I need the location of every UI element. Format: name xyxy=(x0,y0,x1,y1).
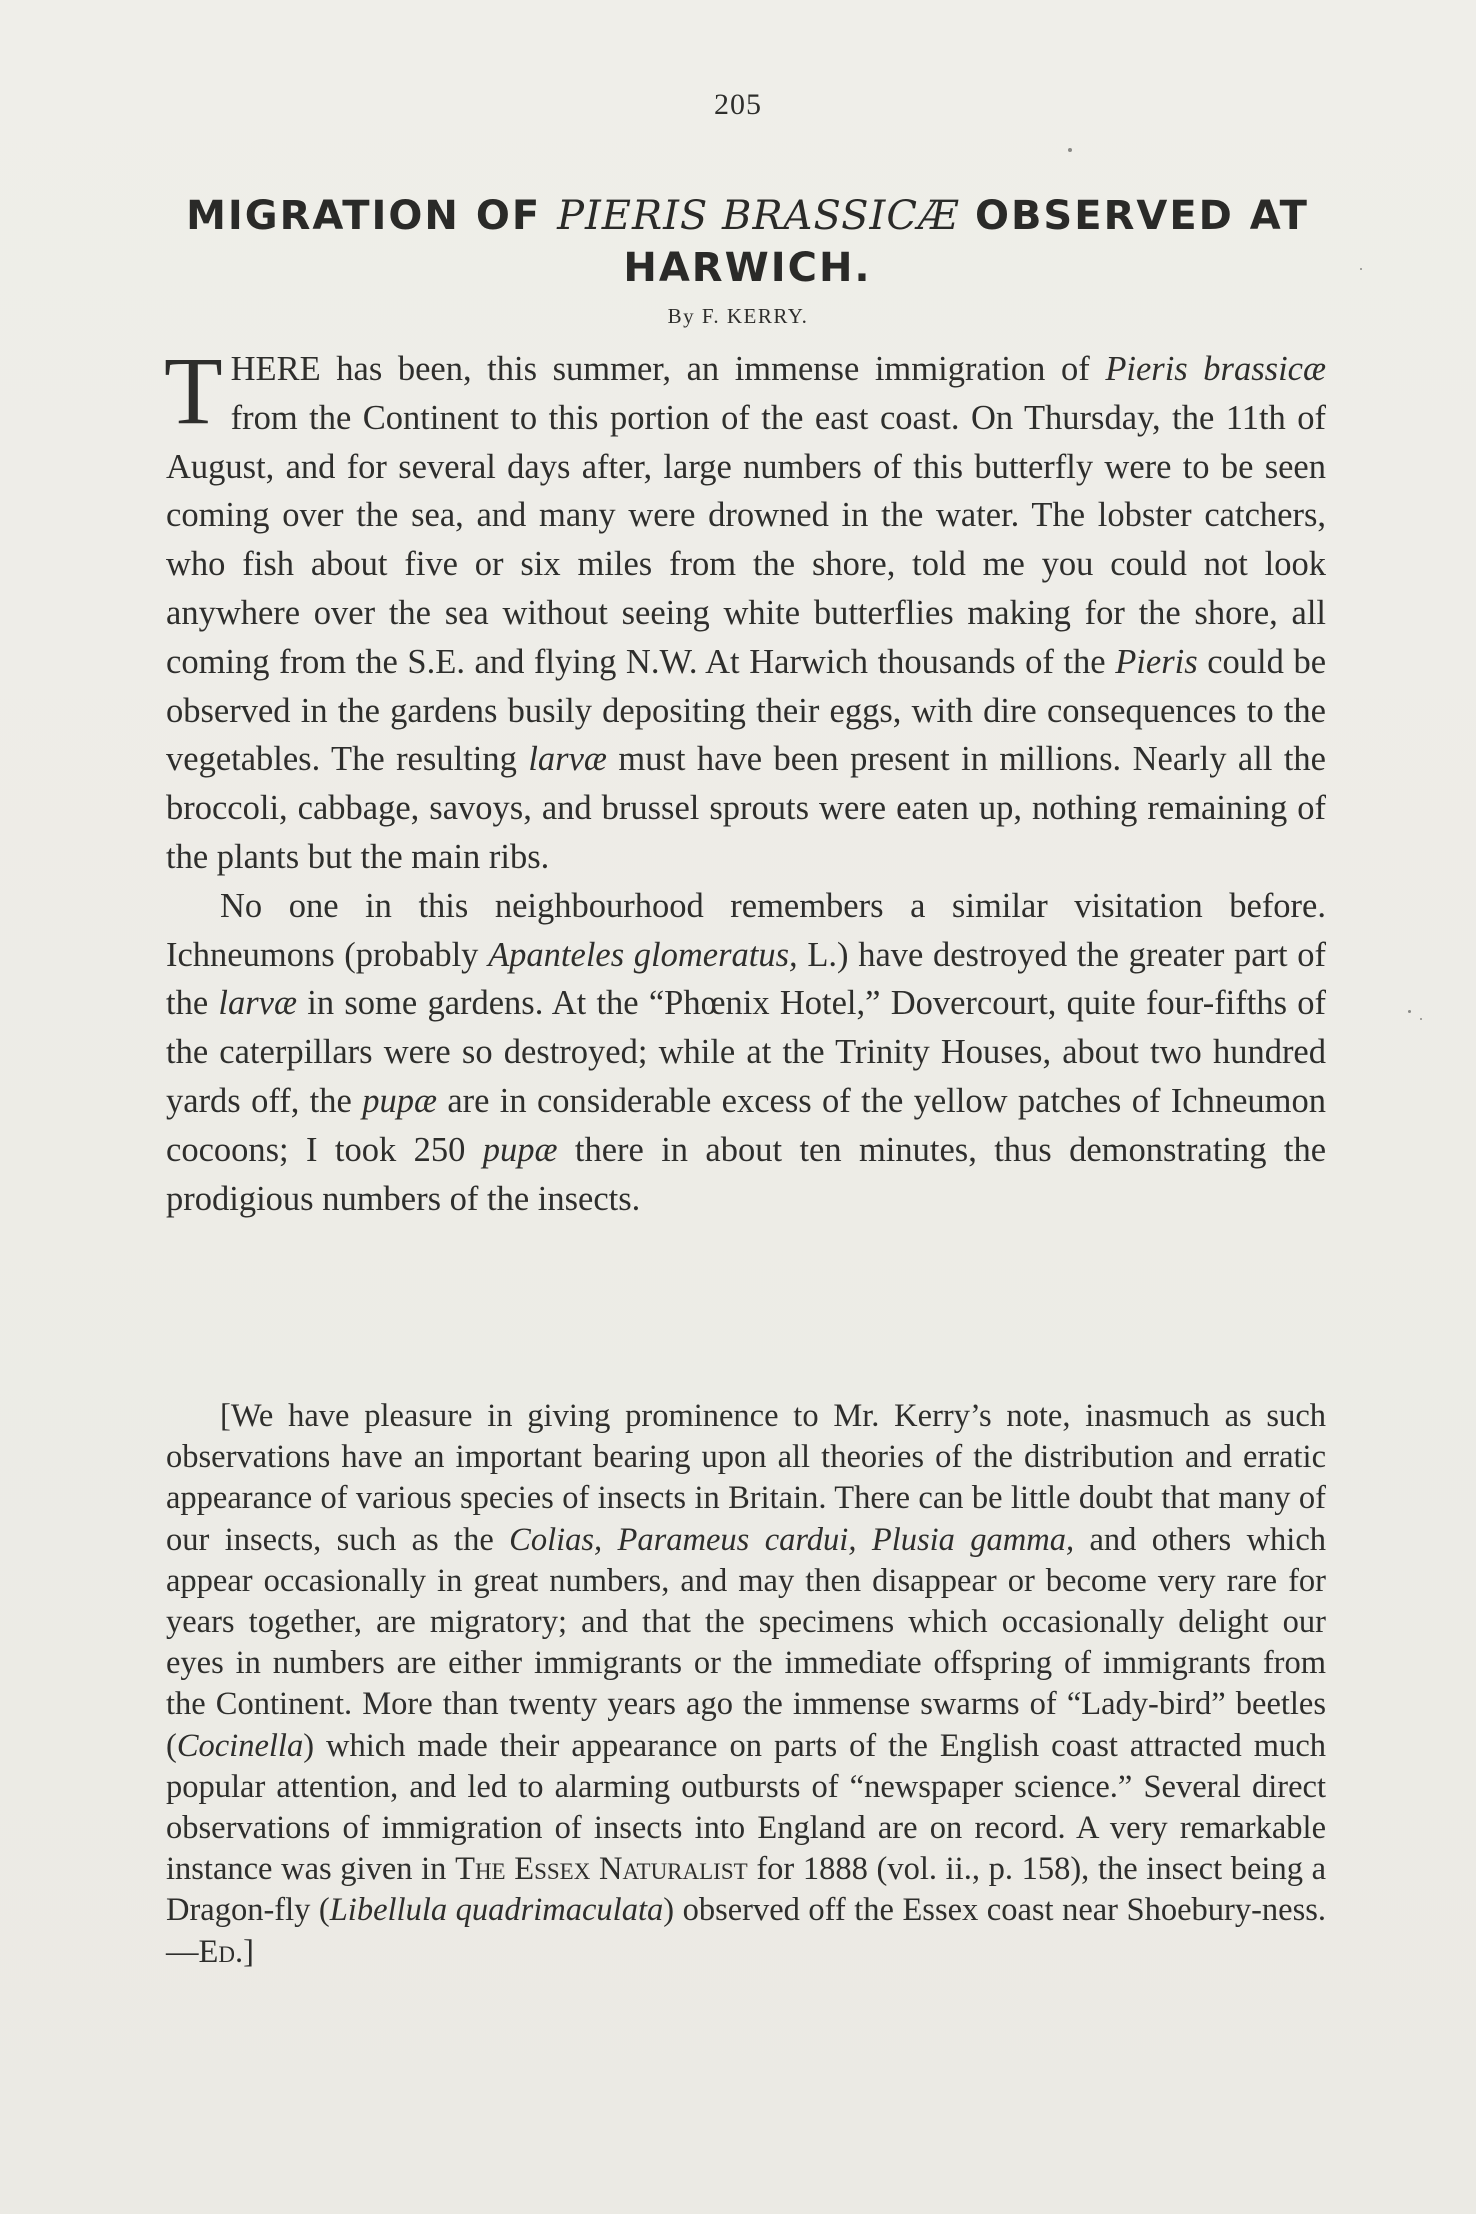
species-name: pupæ xyxy=(482,1130,558,1169)
ink-speck xyxy=(1420,1018,1422,1020)
article-title xyxy=(165,190,1330,294)
byline: By F. KERRY. xyxy=(667,304,809,328)
ink-speck xyxy=(1360,268,1362,270)
page-number: 205 xyxy=(714,88,762,121)
article-body xyxy=(164,337,1327,1223)
paragraph-2-text: are in considerable excess of the yellow patches of Ichneumon cocoons; I took 250 xyxy=(166,1081,1327,1169)
note-text: ) observed off the Essex coast near Shoebury-ness.— xyxy=(166,1892,1327,1970)
note-text: ) which made their appearance on parts of the English coast attracted much popular attention, and led to alarming outbursts of “newspaper science.” Several direct observations of immigration of insects into England are on record. A very remarkable instance was given in xyxy=(166,1727,1326,1888)
species-name: Pieris xyxy=(1115,642,1198,681)
paragraph-2-text: No one in this neighbourhood remembers a similar visitation before. Ichneumons (probably xyxy=(166,886,1326,974)
note-text: and others which appear occasionally in great numbers, and may then disappear or become very rare for years together, are migratory; and that the specimens which occasionally delight our eyes in numbers are either immigrants or the immediate offspring of immigrants from the Continent. More than twenty years ago the immense swarms of “Lady-bird” beetles ( xyxy=(166,1521,1326,1764)
ink-speck xyxy=(1408,1010,1411,1013)
paragraph-1-text: HERE has been, this summer, an immense immigration of xyxy=(230,350,1090,388)
paragraph-1-text: from the Continent to this portion of the east coast. On Thursday, the 11th of August, and for several days after, large numbers of this butterfly were to be seen coming over the sea, and many were drowned in the water. The lobster catchers, who fish about five or six miles from the shore, told me you could not look anywhere over the sea without seeing white butterflies making for the shore, all coming from the S.E. and flying N.W. At Harwich thousands of the xyxy=(166,398,1326,681)
ink-speck xyxy=(1068,148,1072,152)
editor-mark: Ed. xyxy=(198,1933,244,1970)
species-name: Cocinella xyxy=(176,1727,304,1764)
species-name: larvæ xyxy=(528,740,607,779)
paragraph-1-text: could be observed in the gardens busily depositing their eggs, with dire consequences to the vegetables. The resulting xyxy=(166,642,1327,779)
note-text: ] xyxy=(243,1933,254,1970)
species-name: Colias, Parameus cardui, Plusia gamma, xyxy=(509,1521,1075,1558)
paragraph-2-text: there in about ten minutes, thus demonstrating the prodigious numbers of the insects. xyxy=(166,1130,1327,1218)
paragraph-2-text: L.) have destroyed the greater part of the xyxy=(166,935,1327,1023)
drop-cap: T xyxy=(164,337,223,444)
paragraph-1-text: must have been present in millions. Nearly all the broccoli, cabbage, savoys, and brussel sprouts were eaten up, nothing remaining of the plants but the main ribs. xyxy=(166,740,1326,876)
paragraph-2 xyxy=(166,882,1326,1224)
title-part-1: MIGRATION OF xyxy=(186,193,542,239)
editor-note-paragraph xyxy=(166,1396,1326,1973)
species-name: pupæ xyxy=(362,1081,437,1120)
note-text: [We have pleasure in giving prominence to Mr. Kerry’s note, inasmuch as such observations have an important bearing upon all theories of the distribution and erratic appearance of various species of insects in Britain. There can be little doubt that many of our insects, such as the xyxy=(166,1398,1326,1558)
editor-note xyxy=(166,1396,1326,1973)
journal-title: The Essex Naturalist xyxy=(455,1851,748,1888)
paragraph-2-text: in some gardens. At the “Phœnix Hotel,” Dovercourt, quite four-fifths of the caterpillars were so destroyed; while at the Trinity Houses, about two hundred yards off, the xyxy=(166,984,1327,1120)
paragraph-1 xyxy=(164,337,1327,882)
title-part-2: OBSERVED AT HARWICH. xyxy=(623,193,1309,291)
note-text: for 1888 (vol. ii., p. 158), the insect being a Dragon-fly ( xyxy=(166,1851,1327,1929)
title-species: PIERIS BRASSICÆ xyxy=(557,193,959,239)
species-name: Pieris brassicæ xyxy=(1105,350,1326,388)
species-name: Apanteles glomeratus, xyxy=(488,935,798,974)
species-name: larvæ xyxy=(218,984,298,1023)
species-name: Libellula quadrimaculata xyxy=(329,1892,664,1929)
